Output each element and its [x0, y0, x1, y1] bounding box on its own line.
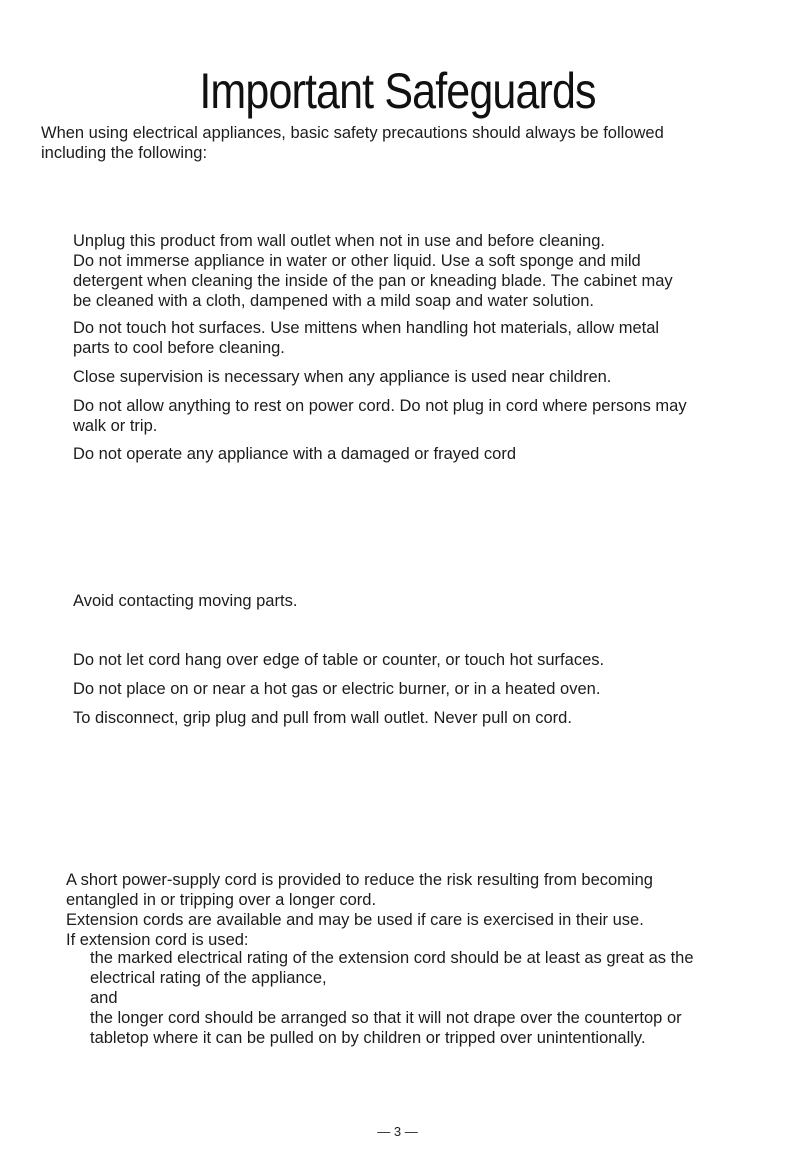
intro-paragraph: When using electrical appliances, basic safety precautions should always be followed including the following: — [41, 124, 664, 162]
safeguard-cord-edge: Do not let cord hang over edge of table or counter, or touch hot surfaces. — [73, 651, 605, 669]
page-title: Important Safeguards — [199, 62, 596, 119]
safeguard-moving-parts: Avoid contacting moving parts. — [73, 592, 298, 610]
safeguard-unplug-cleaning: Unplug this product from wall outlet when not in use and before cleaning. Do not immerse appliance in water or other liquid. Use a soft sponge and mild detergent when cleaning the inside of the pan or kneading blade. The cabinet may be cleaned with a cloth, dampened with a mild soap and water solution. — [73, 232, 673, 310]
safeguard-heat-source: Do not place on or near a hot gas or electric burner, or in a heated oven. — [73, 680, 601, 698]
safeguard-power-cord: Do not allow anything to rest on power cord. Do not plug in cord where persons may walk or trip. — [73, 397, 687, 435]
page-number: — 3 — — [377, 1124, 418, 1139]
safeguard-hot-surfaces: Do not touch hot surfaces. Use mittens when handling hot materials, allow metal parts to cool before cleaning. — [73, 319, 660, 357]
safeguard-children: Close supervision is necessary when any appliance is used near children. — [73, 368, 612, 386]
cord-notice: A short power-supply cord is provided to reduce the risk resulting from becoming entangled in or tripping over a longer cord. Extension cords are available and may be used if care is exercised in their use. If extension cord is used: — [66, 871, 653, 949]
safeguard-damaged-cord: Do not operate any appliance with a damaged or frayed cord — [73, 445, 517, 463]
safeguard-disconnect: To disconnect, grip plug and pull from wall outlet. Never pull on cord. — [73, 709, 572, 727]
cord-conditions: the marked electrical rating of the extension cord should be at least as great as the electrical rating of the appliance, and the longer cord should be arranged so that it will not drape over the countertop or tabletop where it can be pulled on by children or tripped over unintentionally. — [90, 949, 694, 1047]
